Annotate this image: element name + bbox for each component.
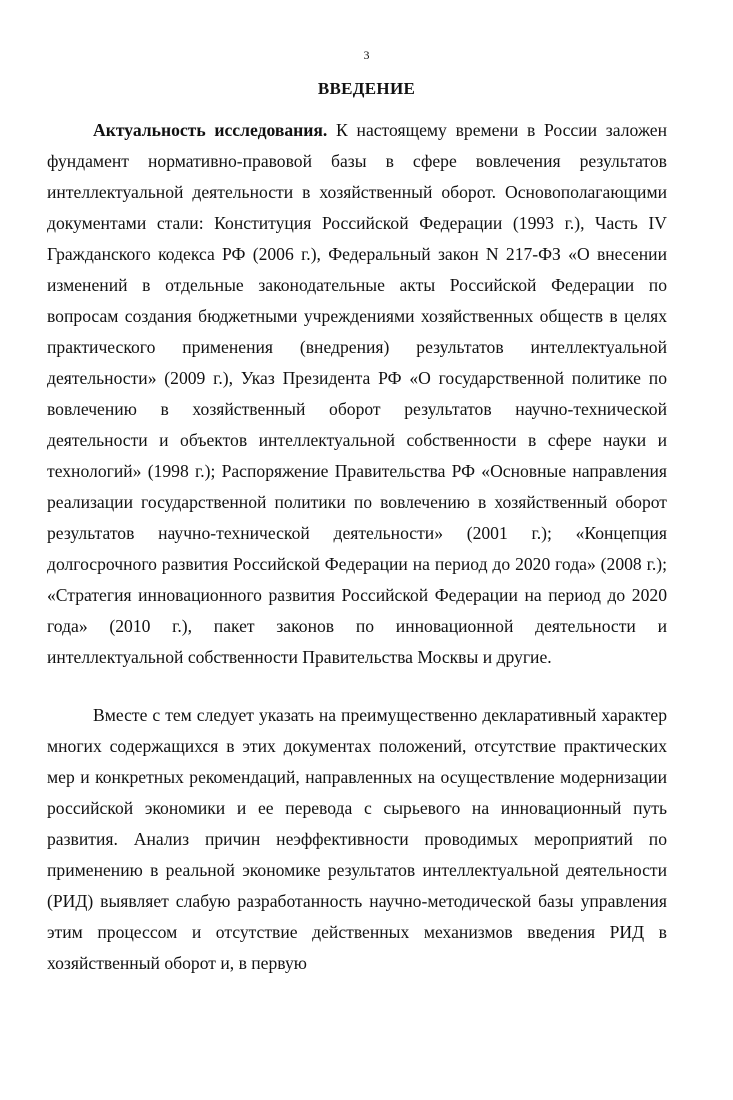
- paragraph-relevance: [47, 115, 667, 673]
- page-number: 3: [363, 48, 370, 62]
- paragraph: [47, 700, 667, 979]
- section-title: ВВЕДЕНИЕ: [317, 79, 416, 98]
- paragraph-analysis: [47, 700, 667, 979]
- paragraph-lead: Актуальность исследования.: [93, 120, 328, 140]
- paragraph: [47, 115, 667, 673]
- paragraph-text: Вместе с тем следует указать на преимущественно декларативный характер многих содержащихся в этих документах положений, отсутствие практических мер и конкретных рекомендаций, направленных на осуществление модернизации российской экономики и ее перевода с сырьевого на инновационный путь развития. Анализ причин неэффективности проводимых мероприятий по применению в реальной экономике результатов интеллектуальной деятельности (РИД) выявляет слабую разработанность научно-методической базы управления этим процессом и отсутствие действенных механизмов введения РИД в хозяйственный оборот и, в первую: [47, 705, 667, 973]
- paragraph-text: К настоящему времени в России заложен фундамент нормативно-правовой базы в сфере вовлечения результатов интеллектуальной деятельности в хозяйственный оборот. Основополагающими документами стали: Конституция Российской Федерации (1993 г.), Часть IV Гражданского кодекса РФ (2006 г.), Федеральный закон N 217-ФЗ «О внесении изменений в отдельные законодательные акты Российской Федерации по вопросам создания бюджетными учреждениями хозяйственных обществ в целях практического применения (внедрения) результатов интеллектуальной деятельности» (2009 г.), Указ Президента РФ «О государственной политике по вовлечению в хозяйственный оборот результатов научно-технической деятельности и объектов интеллектуальной собственности в сфере науки и технологий» (1998 г.); Распоряжение Правительства РФ «Основные направления реализации государственной политики по вовлечению в хозяйственный оборот результатов научно-технической деятельности» (2001 г.); «Концепция долгосрочного развития Российской Федерации на период до 2020 года» (2008 г.); «Стратегия инновационного развития Российской Федерации на период до 2020 года» (2010 г.), пакет законов по инновационной деятельности и интеллектуальной собственности Правительства Москвы и другие.: [47, 120, 668, 667]
